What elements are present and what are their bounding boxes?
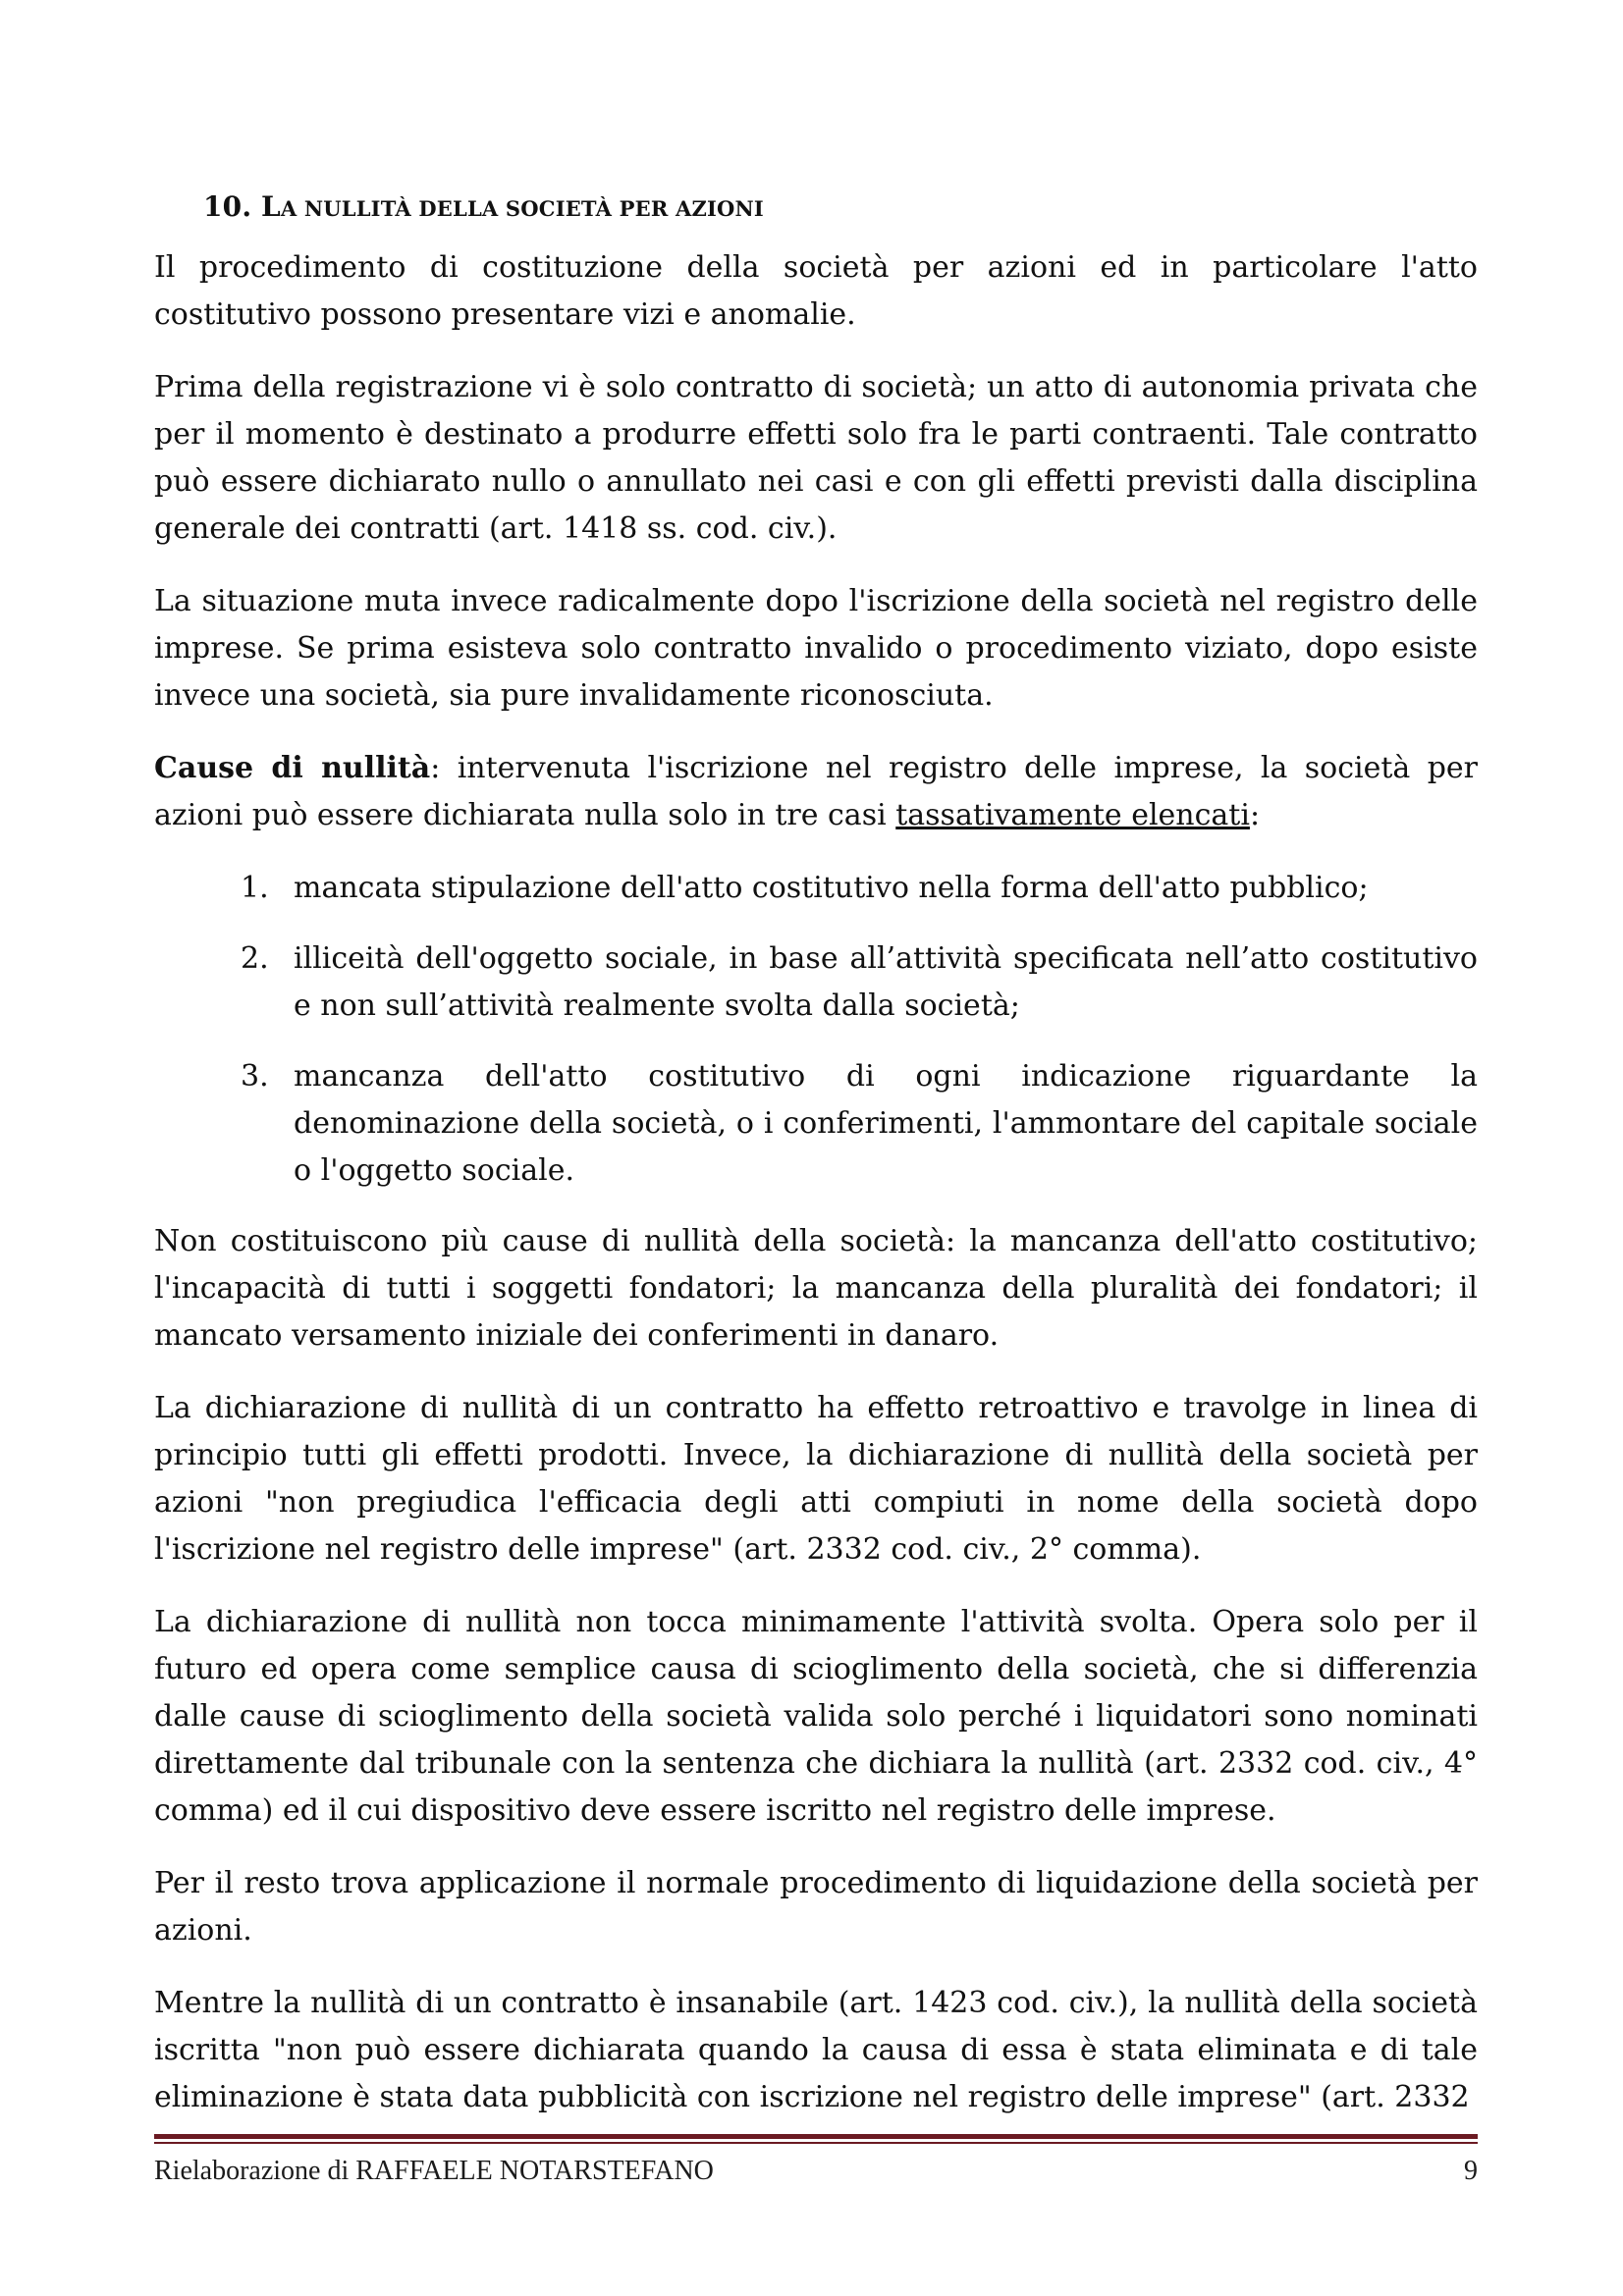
paragraph-after-registration: La situazione muta invece radicalmente dopo l'iscrizione della società nel registro delle imprese. Se prima esisteva solo contratto invalido o procedimento viziato, dopo esiste invece una società, sia pure invalidamente riconosciuta. <box>154 584 1478 713</box>
list-item <box>154 865 1478 912</box>
causes-list <box>154 865 1478 1195</box>
causes-underlined-text: tassativamente elencati <box>895 798 1250 832</box>
list-item <box>154 935 1478 1030</box>
paragraph-retroactive-effect: La dichiarazione di nullità di un contratto ha effetto retroattivo e travolge in linea di principio tutti gli effetti prodotti. Invece, la dichiarazione di nullità della società per azioni "non pregiudica l'efficacia degli atti compiuti in nome della società dopo l'iscrizione nel registro delle imprese" (art. 2332 cod. civ., 2° comma). <box>154 1391 1478 1567</box>
list-item-text: mancata stipulazione dell'atto costitutivo nella forma dell'atto pubblico; <box>294 871 1369 905</box>
paragraph-dissolution: La dichiarazione di nullità non tocca minimamente l'attività svolta. Opera solo per il futuro ed opera come semplice causa di scioglimento della società, che si differenzia dalle cause di scioglimento della società valida solo perché i liquidatori sono nominati direttamente dal tribunale con la sentenza che dichiara la nullità (art. 2332 cod. civ., 4° comma) ed il cui dispositivo deve essere iscritto nel registro delle imprese. <box>154 1605 1478 1828</box>
paragraph-intro: Il procedimento di costituzione della società per azioni ed in particolare l'atto costitutivo possono presentare vizi e anomalie. <box>154 250 1478 332</box>
footer-divider-thin <box>154 2142 1478 2144</box>
paragraph-liquidation: Per il resto trova applicazione il normale procedimento di liquidazione della società per azioni. <box>154 1866 1478 1948</box>
section-number: 10. <box>203 190 252 223</box>
paragraph-remedy: Mentre la nullità di un contratto è insanabile (art. 1423 cod. civ.), la nullità della società iscritta "non può essere dichiarata quando la causa di essa è stata eliminata e di tale eliminazione è stata data pubblicità con iscrizione nel registro delle imprese" (art. 2332 <box>154 1986 1478 2114</box>
list-item <box>154 1053 1478 1195</box>
causes-intro-end: : <box>1249 798 1261 832</box>
page-content <box>154 190 1478 2147</box>
causes-intro-text: : intervenuta l'iscrizione nel registro delle imprese, la società per azioni può essere dichiarata nulla solo in tre casi <box>154 751 1478 832</box>
paragraph-non-causes: Non costituiscono più cause di nullità della società: la mancanza dell'atto costitutivo; l'incapacità di tutti i soggetti fondatori; la mancanza della pluralità dei fondatori; il mancato versamento iniziale dei conferimenti in danaro. <box>154 1224 1478 1353</box>
list-item-number: 2. <box>241 941 269 976</box>
page-number: 9 <box>1464 2156 1478 2186</box>
section-title-rest: A NULLITÀ DELLA SOCIETÀ PER AZIONI <box>280 196 764 221</box>
causes-label: Cause di nullità <box>154 751 431 785</box>
paragraph-causes-intro <box>154 745 1478 839</box>
footer-author: Rielaborazione di RAFFAELE NOTARSTEFANO <box>154 2156 714 2186</box>
list-item-text: mancanza dell'atto costitutivo di ogni indicazione riguardante la denominazione della società, o i conferimenti, l'ammontare del capitale sociale o l'oggetto sociale. <box>294 1059 1478 1188</box>
list-item-number: 1. <box>241 871 269 905</box>
footer-divider <box>154 2134 1478 2139</box>
list-item-number: 3. <box>241 1059 269 1094</box>
section-title-initial: L <box>260 190 281 223</box>
page-footer <box>154 2156 1478 2187</box>
list-item-text: illiceità dell'oggetto sociale, in base all’attività specificata nell’atto costitutivo e non sull’attività realmente svolta dalla società; <box>294 941 1478 1023</box>
section-heading <box>203 190 1478 223</box>
paragraph-before-registration: Prima della registrazione vi è solo contratto di società; un atto di autonomia privata che per il momento è destinato a produrre effetti solo fra le parti contraenti. Tale contratto può essere dichiarato nullo o annullato nei casi e con gli effetti previsti dalla disciplina generale dei contratti (art. 1418 ss. cod. civ.). <box>154 370 1478 546</box>
